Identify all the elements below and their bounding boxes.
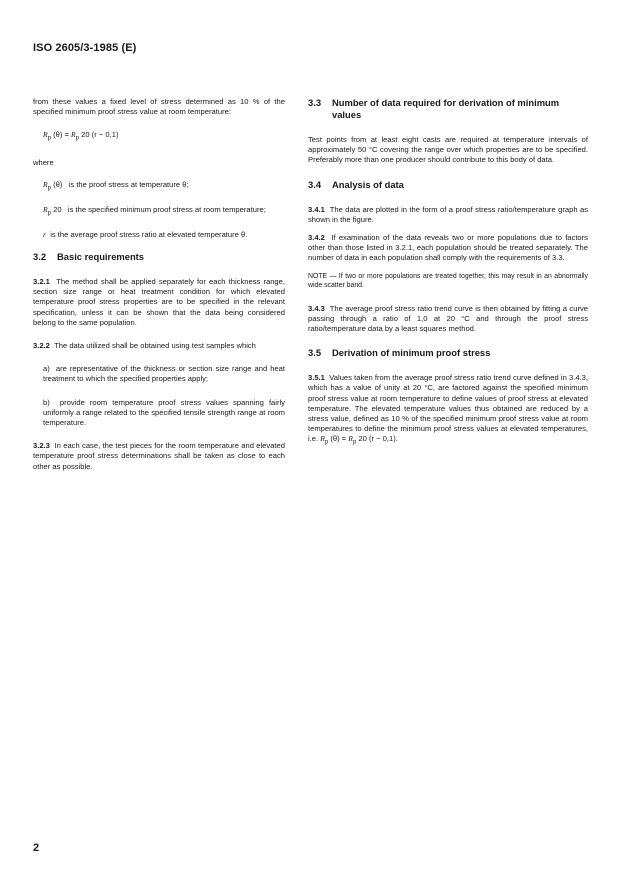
paragraph-3-4-1 — [308, 205, 588, 225]
def-text: is the proof stress at temperature θ; — [68, 180, 189, 190]
section-title: Number of data required for derivation of minimum values — [332, 97, 560, 120]
list-item-a — [33, 364, 285, 384]
def-arg: (θ) — [50, 180, 63, 190]
def-subscript: p — [47, 210, 51, 217]
formula-rhs-symbol: R — [71, 130, 76, 140]
clause-number: 3.2.1 — [33, 276, 50, 286]
where-label: where — [33, 158, 54, 168]
formula-rhs-subscript: p — [75, 135, 80, 142]
def-symbol: R — [43, 180, 48, 190]
section-heading-3-5 — [308, 347, 588, 359]
section-number: 3.3 — [308, 97, 322, 108]
formula-rhs-symbol: R — [348, 434, 353, 444]
formula-lhs-symbol: R — [320, 434, 325, 444]
section-number: 3.5 — [308, 347, 322, 359]
clause-number: 3.2.2 — [33, 340, 50, 350]
formula-lhs-subscript: p — [47, 135, 51, 142]
definition-rp-20 — [33, 205, 285, 219]
paragraph-3-3: Test points from at least eight casts are required at temperature intervals of approximately 50 °C covering the range over which properties are to be specified. Preferably more than one producer should contribute to this body of data. — [308, 135, 588, 165]
paragraph-3-5-1 — [308, 373, 588, 448]
intro-paragraph: from these values a fixed level of stress determined as 10 % of the specified minimum proof stress value at room temperature: — [33, 97, 285, 117]
def-symbol: R — [43, 205, 48, 215]
formula-lhs-symbol: R — [43, 130, 48, 140]
document-id-header: ISO 2605/3-1985 (E) — [33, 42, 137, 54]
formula-lhs-subscript: p — [324, 439, 329, 446]
section-title: Derivation of minimum proof stress — [332, 347, 491, 359]
formula-equals: = — [62, 130, 72, 140]
paragraph-3-2-2 — [33, 341, 285, 351]
clause-text: The data are plotted in the form of a proof stress ratio/temperature graph as shown in the figure. — [308, 204, 588, 224]
def-subscript: p — [47, 185, 51, 192]
clause-text: Values taken from the average proof stress ratio trend curve defined in 3.4.3, which has a value of unity at 20 °C, are factored against the specified minimum proof stress value at room temperature to define values of proof stress at elevated temperature. The elevated temperature values thus obtained are reduced by a stress value, defined as 10 % of the specified minimum proof stress value at room temperatures to define the minimum proof stress values at elevated temperatures, i.e. — [308, 373, 588, 444]
section-heading-3-3 — [308, 97, 588, 121]
def-text: is the specified minimum proof stress at room temperature; — [67, 205, 266, 215]
clause-number: 3.4.1 — [308, 204, 325, 214]
def-symbol: r — [43, 229, 46, 239]
clause-number: 3.2.3 — [33, 441, 50, 451]
clause-number: 3.4.2 — [308, 233, 325, 243]
list-label: b) — [43, 397, 50, 407]
section-title: Analysis of data — [332, 178, 404, 190]
def-arg: 20 — [50, 205, 62, 215]
page-number: 2 — [33, 842, 40, 854]
clause-number: 3.4.3 — [308, 303, 325, 313]
left-column — [33, 97, 285, 472]
clause-text: In each case, the test pieces for the room temperature and elevated temperature proof stress determinations shall be taken as close to each other as possible. — [33, 441, 285, 471]
section-number: 3.2 — [33, 250, 47, 262]
paragraph-3-4-2 — [308, 233, 588, 264]
clause-text: The method shall be applied separately for each thickness range, section size range or heat treatment condition for which elevated temperature proof stress properties are to be specified in the relevant specification, unless it can be shown that the data being considered belong to the same population. — [33, 276, 285, 327]
paragraph-3-4-3 — [308, 304, 588, 335]
def-text: is the average proof stress ratio at elevated temperature θ. — [50, 229, 248, 239]
formula-rhs-subscript: p — [352, 439, 357, 446]
list-text: are representative of the thickness or section size range and heat treatment to which the specified properties apply; — [43, 364, 285, 384]
clause-text: The average proof stress ratio trend curve is then obtained by fitting a curve passing through a ratio of 1,0 at 20 °C and through the proof stress ratio/temperature data by a least squares method. — [308, 303, 588, 334]
paragraph-3-2-1 — [33, 277, 285, 328]
list-text: provide room temperature proof stress values spanning fairly uniformly a range related to the specified tensile strength range at room temperature. — [43, 397, 285, 427]
paragraph-3-2-3 — [33, 441, 285, 472]
formula-rhs-arg: 20 (r − 0,1) — [79, 130, 119, 140]
clause-text: The data utilized shall be obtained using test samples which — [54, 340, 256, 350]
section-heading-3-2 — [33, 251, 285, 263]
formula-lhs-arg: (θ) — [50, 130, 63, 140]
note: NOTE — If two or more populations are treated together, this may result in an abnormally wide scatter band. — [308, 272, 588, 290]
formula-lhs-arg: (θ) = — [328, 434, 349, 444]
list-label: a) — [43, 364, 50, 374]
definition-r — [33, 230, 285, 240]
clause-number: 3.5.1 — [308, 373, 325, 383]
section-heading-3-4 — [308, 179, 588, 191]
right-column — [308, 97, 588, 448]
formula-rhs-arg: 20 (r − 0,1). — [356, 434, 398, 444]
clause-text: If examination of the data reveals two or more populations due to factors other than those listed in 3.2.1, each population should be treated separately. The number of data in each population shall comply with the requirements of 3.3. — [308, 233, 588, 263]
section-number: 3.4 — [308, 178, 322, 190]
list-item-b — [33, 398, 285, 429]
formula-main — [33, 130, 285, 144]
definition-rp-theta — [33, 180, 285, 194]
section-title: Basic requirements — [57, 250, 145, 262]
